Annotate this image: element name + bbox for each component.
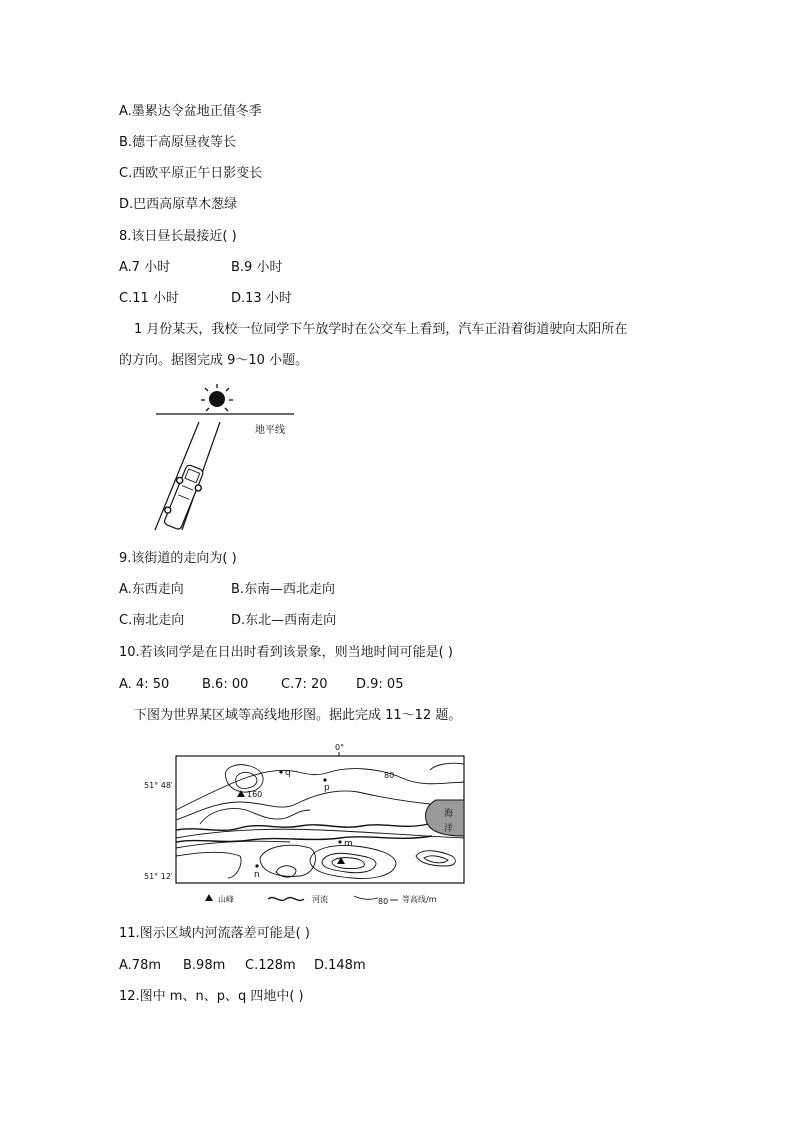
bus-icon [160,463,208,532]
point-m-label: m [344,839,353,849]
q12-stem: 12.图中 m、n、p、q 四地中( ) [119,989,304,1004]
horizon-label: 地平线 [255,425,285,436]
passage-11-12: 下图为世界某区域等高线地形图。据此完成 11～12 题。 [134,708,462,723]
meridian-label: 0° [335,743,345,752]
point-p-marker [323,778,326,781]
point-q-label: q [285,768,291,778]
q8-option-a: A.7 小时 [119,260,171,275]
legend-river-icon [268,898,304,901]
q9-stem: 9.该街道的走向为( ) [119,551,237,566]
q11-option-d: D.148m [314,958,366,973]
q11-option-c: C.128m [245,958,296,973]
q8-option-b: B.9 小时 [231,260,283,275]
peak-160-label: 160 [247,790,263,799]
q10-option-a: A. 4: 50 [119,677,170,692]
passage-9-10-line2: 的方向。据图完成 9～10 小题。 [119,353,309,368]
q8-stem: 8.该日昼长最接近( ) [119,229,237,244]
legend-contour-icon [354,896,378,899]
q10-stem: 10.若该同学是在日出时看到该景象，则当地时间可能是( ) [119,645,453,660]
q11-stem: 11.图示区域内河流落差可能是( ) [119,926,310,941]
q11-option-a: A.78m [119,958,162,973]
q8-option-d: D.13 小时 [231,291,292,306]
q7-option-c: C.西欧平原正午日影变长 [119,166,263,181]
street-sun-figure [150,378,300,538]
passage-9-10-line1: 1 月份某天，我校一位同学下午放学时在公交车上看到，汽车正沿着街道驶向太阳所在 [134,322,628,337]
legend-peak-icon [205,894,213,901]
q10-option-d: D.9: 05 [356,677,404,692]
contour-map-figure [140,738,470,912]
q10-option-c: C.7: 20 [281,677,328,692]
sea-label-2: 洋 [444,824,454,834]
latitude-label-top: 51° 48′ [144,781,173,790]
q9-option-b: B.东南—西北走向 [231,582,336,597]
q9-option-d: D.东北—西南走向 [231,613,337,628]
legend-contour-label: 等高线/m [402,895,437,904]
point-m-marker [338,840,341,843]
contour-80-label: 80 [384,771,395,780]
legend-80-label: 80 [378,897,389,906]
point-p-label: p [324,783,330,793]
q9-option-a: A.东西走向 [119,582,184,597]
sea-label-1: 海 [444,809,454,819]
q10-option-b: B.6: 00 [202,677,249,692]
q11-option-b: B.98m [183,958,226,973]
q9-option-c: C.南北走向 [119,613,185,628]
legend-river-label: 河流 [312,895,328,904]
point-n-label: n [254,870,260,880]
q8-option-c: C.11 小时 [119,291,179,306]
legend-peak-label: 山峰 [218,895,234,904]
point-n-marker [255,864,258,867]
q7-option-b: B.德干高原昼夜等长 [119,135,237,150]
q7-option-d: D.巴西高原草木葱绿 [119,197,238,212]
latitude-label-bottom: 51° 12′ [144,872,173,881]
sun-icon [201,384,233,411]
point-q-marker [279,770,282,773]
map-frame [176,756,464,883]
q7-option-a: A.墨累达令盆地正值冬季 [119,104,262,119]
